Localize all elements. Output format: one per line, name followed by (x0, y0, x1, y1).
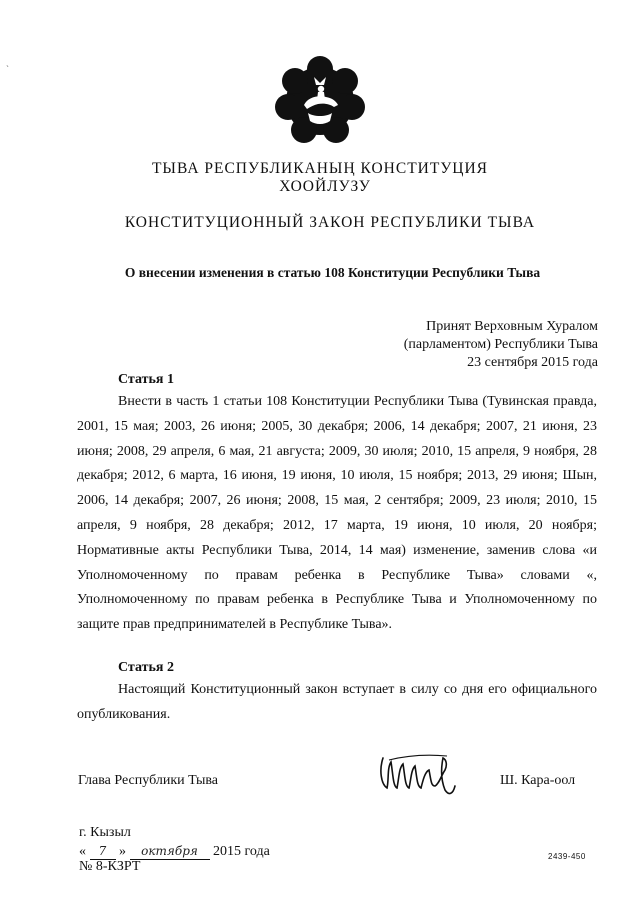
document-code: 2439-450 (548, 852, 586, 861)
law-number: № 8-КЗРТ (79, 859, 141, 874)
signing-date (79, 843, 270, 860)
coat-of-arms-icon (274, 55, 366, 147)
article-2-heading: Статья 2 (118, 660, 174, 675)
signer-name: Ш. Кара-оол (500, 773, 576, 788)
date-year: 2015 года (213, 844, 270, 859)
place-of-signing: г. Кызыл (79, 825, 131, 840)
signature-image (375, 740, 475, 800)
title-russian: КОНСТИТУЦИОННЫЙ ЗАКОН РЕСПУБЛИКИ ТЫВА (124, 214, 536, 231)
adoption-line: (парламентом) Республики Тыва (403, 337, 598, 352)
date-close-quote: » (119, 844, 126, 859)
article-1-heading: Статья 1 (118, 372, 174, 387)
title-tyvan-line2: ХООЙЛУЗУ (279, 178, 371, 195)
adoption-note (404, 318, 598, 372)
law-subject: О внесении изменения в статью 108 Конституции Республики Тыва (124, 265, 541, 280)
date-month: октября (130, 843, 210, 860)
signer-title: Глава Республики Тыва (78, 773, 219, 788)
adoption-line: Принят Верховным Хуралом (426, 319, 598, 334)
title-tyvan-line1: ТЫВА РЕСПУБЛИКАНЫҢ КОНСТИТУЦИЯ (151, 160, 489, 177)
margin-mark: ˋ (6, 64, 9, 74)
article-1-text: Внести в часть 1 статьи 108 Конституции Республики Тыва (Тувинская правда, 2001, 15 мая; 2003, 26 июня; 2005, 30 декабря; 2006, 14 декабря; 2007, 21 июня, 23 июня; 2008, 29 апреля, 6 мая, 21 августа; 2009, 30 июля; 2010, 15 апреля, 9 ноября, 28 декабря; 2012, 6 марта, 16 июня, 19 июня, 10 июля, 15 ноября; 2013, 29 июня; Шын, 2006, 14 декабря; 2007, 26 июня; 2008, 15 мая, 2 сентября; 2009, 23 июля; 2010, 15 апреля, 9 ноября, 28 декабря; 2012, 17 марта, 19 июня, 10 июля, 20 ноября; Нормативные акты Республики Тыва, 2014, 14 мая) изменение, заменив слова «и Уполномоченному по правам ребенка в Республике Тыва» словами «, Уполномоченному по правам ребенка в Республике Тыва и Уполномоченному по защите прав предпринимателей в Республике Тыва». (77, 394, 597, 633)
date-day: 7 (90, 843, 116, 860)
article-2-text: Настоящий Конституционный закон вступает в силу со дня его официального опубликования. (77, 682, 597, 722)
adoption-date: 23 сентября 2015 года (467, 355, 598, 370)
date-open-quote: « (79, 844, 86, 859)
